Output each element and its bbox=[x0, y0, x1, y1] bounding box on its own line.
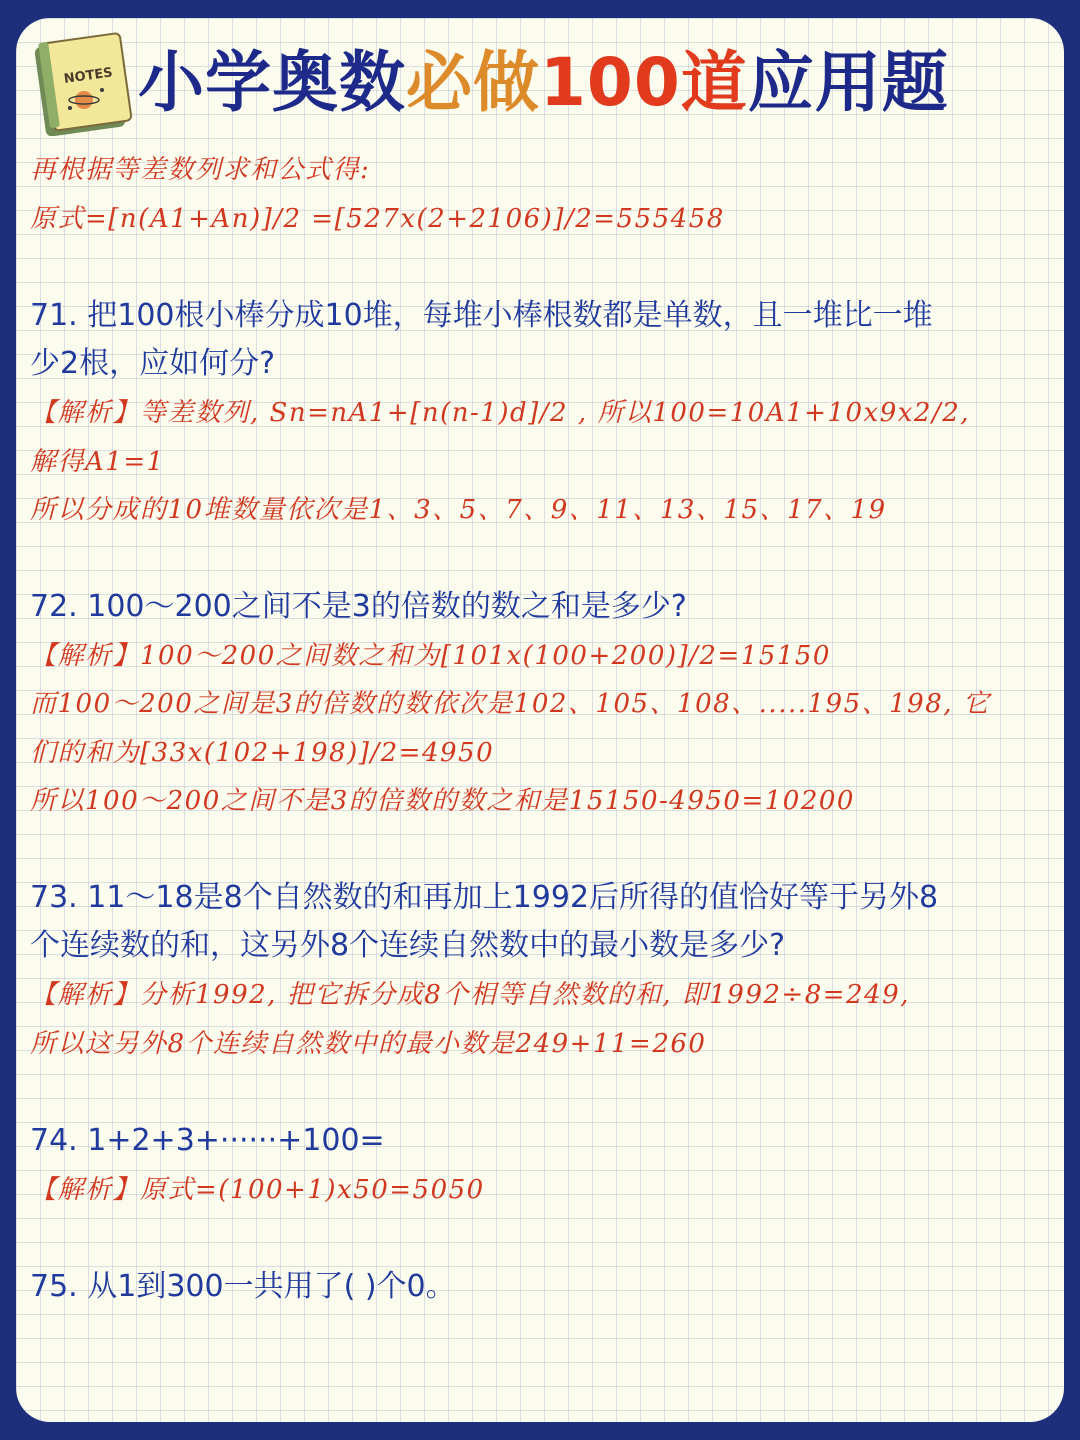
title-part-2: 必做 bbox=[406, 44, 540, 121]
question-73-line: 73. 11～18是8个自然数的和再加上1992后所得的值恰好等于另外8 bbox=[30, 880, 939, 915]
answer-72-line: 【解析】100～200之间数之和为[101x(100+200)]/2=15150 bbox=[30, 641, 831, 671]
page-title bbox=[138, 40, 949, 126]
answer-71-line: 所以分成的10堆数量依次是1、3、5、7、9、11、13、15、17、19 bbox=[30, 495, 887, 525]
question-74-line: 74. 1+2+3+······+100= bbox=[30, 1123, 385, 1158]
title-part-4: 应用题 bbox=[747, 44, 949, 121]
answer-71-line: 解得A1=1 bbox=[30, 447, 165, 477]
question-72-line: 72. 100～200之间不是3的倍数的数之和是多少? bbox=[30, 589, 687, 624]
question-73-line: 个连续数的和，这另外8个连续自然数中的最小数是多少? bbox=[30, 928, 786, 963]
answer-74-line: 【解析】原式=(100+1)x50=5050 bbox=[30, 1175, 485, 1205]
title-part-3: 100道 bbox=[540, 44, 748, 121]
answer-73-line: 【解析】分析1992, 把它拆分成8个相等自然数的和, 即1992÷8=249, bbox=[30, 980, 910, 1010]
answer-72-line: 所以100～200之间不是3的倍数的数之和是15150-4950=10200 bbox=[30, 786, 855, 816]
title-part-1: 小学奥数 bbox=[138, 44, 406, 121]
answer-line: 原式=[n(A1+An)]/2 =[527x(2+2106)]/2=555458 bbox=[30, 204, 725, 234]
question-71-line: 71. 把100根小棒分成10堆，每堆小棒根数都是单数，且一堆比一堆 bbox=[30, 298, 933, 333]
notebook-icon bbox=[26, 28, 136, 136]
answer-line: 再根据等差数列求和公式得: bbox=[30, 155, 371, 185]
question-71-line: 少2根，应如何分? bbox=[30, 346, 276, 381]
answer-73-line: 所以这另外8个连续自然数中的最小数是249+11=260 bbox=[30, 1029, 707, 1059]
answer-72-line: 们的和为[33x(102+198)]/2=4950 bbox=[30, 738, 495, 768]
notebook-page bbox=[16, 18, 1064, 1422]
notebook-label: NOTES bbox=[62, 65, 114, 88]
answer-71-line: 【解析】等差数列, Sn=nA1+[n(n-1)d]/2 , 所以100=10A1+10x9x2/2, bbox=[30, 398, 971, 428]
answer-72-line: 而100～200之间是3的倍数的数依次是102、105、108、.....195、198, 它 bbox=[30, 689, 991, 719]
question-75-line: 75. 从1到300一共用了( )个0。 bbox=[30, 1269, 456, 1304]
